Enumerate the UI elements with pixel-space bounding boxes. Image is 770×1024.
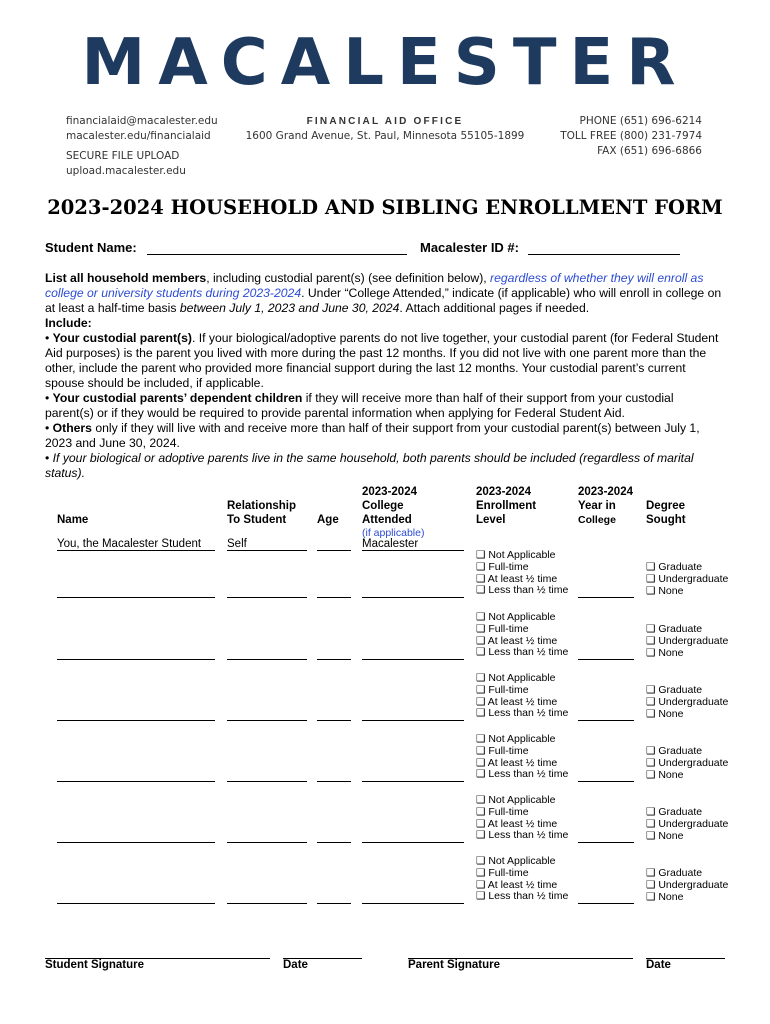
degree-checkbox[interactable]: ❑ Graduate — [646, 561, 703, 573]
date1-label: Date — [283, 959, 308, 971]
enrollment-checkbox[interactable]: ❑ Full-time — [476, 622, 529, 635]
header-college-l2: College — [362, 500, 404, 512]
row-self-college-line — [362, 550, 464, 551]
contact-right — [560, 114, 702, 159]
row-year-field[interactable] — [578, 659, 634, 660]
bullet-custodial: • Your custodial parent(s). If your biological/adoptive parents do not live together, your custodial parent (for Federal Student Aid purposes) is the parent you lived with more during the past 12 months. If you did not live with one parent more than the other, include the parent who provided more financial support during the last 12 months. Your custodial parent’s current spouse should be included, if applicable. — [45, 331, 719, 390]
header-year-l3: College — [578, 514, 616, 526]
enrollment-checkbox[interactable]: ❑ At least ½ time — [476, 572, 558, 585]
degree-checkbox[interactable]: ❑ Undergraduate — [646, 634, 729, 647]
office-block — [230, 114, 540, 144]
enrollment-checkbox[interactable]: ❑ At least ½ time — [476, 756, 558, 769]
enrollment-options — [476, 734, 568, 781]
header-age: Age — [317, 514, 339, 526]
instr-bold: List all household members — [45, 271, 207, 285]
row-age-field[interactable] — [317, 781, 351, 782]
row-relationship-field[interactable] — [227, 720, 307, 721]
instr-text-b: . Under “College Attended,” indicate (if applicable) who will enroll in college on at least a half-time basis — [45, 286, 722, 315]
header-relationship-l1: Relationship — [227, 500, 297, 512]
row-relationship-field[interactable] — [227, 842, 307, 843]
header-college-l3: Attended — [362, 514, 412, 526]
row-year-field[interactable] — [578, 903, 634, 904]
header-enrollment-l3: Level — [476, 514, 506, 526]
header-college-note: (if applicable) — [362, 527, 425, 539]
degree-checkbox[interactable]: ❑ None — [646, 829, 684, 842]
row-relationship-field[interactable] — [227, 659, 307, 660]
bullet-custodial-text: . If your biological/adoptive parents do not live together, your custodial parent (for Federal Student Aid purposes) is the parent you lived with more during the past 12 months. If you did not live with one parent more than the other, include the parent who provided more financial support during the last 12 months. Your custodial parent’s current spouse should be included, if applicable. — [45, 331, 719, 390]
secure-upload-label: SECURE FILE UPLOAD — [66, 150, 180, 162]
row-college-field[interactable] — [362, 903, 464, 904]
form-title: 2023-2024 HOUSEHOLD AND SIBLING ENROLLMENT FORM — [47, 196, 723, 219]
include-label: Include: — [45, 316, 92, 330]
student-name-field[interactable] — [147, 254, 407, 255]
degree-checkbox[interactable]: ❑ Graduate — [646, 623, 703, 635]
degree-checkbox[interactable]: ❑ Undergraduate — [646, 756, 729, 769]
row-self-college: Macalester — [362, 538, 419, 550]
row-relationship-field[interactable] — [227, 597, 307, 598]
row-age-field[interactable] — [317, 659, 351, 660]
row-name-field[interactable] — [57, 720, 215, 721]
degree-options — [646, 807, 728, 842]
date2-label: Date — [646, 959, 671, 971]
enrollment-options — [476, 795, 568, 842]
enrollment-checkbox[interactable]: ❑ At least ½ time — [476, 634, 558, 647]
degree-checkbox[interactable]: ❑ Graduate — [646, 867, 703, 879]
enrollment-checkbox[interactable]: ❑ Not Applicable — [476, 733, 556, 745]
row-self-name-line — [57, 550, 215, 551]
macalester-logo: MACALESTER — [81, 26, 689, 100]
enrollment-checkbox[interactable]: ❑ Less than ½ time — [476, 890, 569, 903]
instr-text-a: , including custodial parent(s) (see definition below), — [206, 271, 491, 285]
website-text: macalester.edu/financialaid — [66, 130, 211, 142]
instr-blue: regardless of whether they will enroll as college or university students during 2023-2024 — [45, 271, 704, 300]
header-name: Name — [57, 514, 89, 526]
header-relationship — [227, 499, 296, 527]
row-self-relationship-line — [227, 550, 307, 551]
enrollment-checkbox[interactable]: ❑ Less than ½ time — [476, 829, 569, 842]
header-enrollment-l2: Enrollment — [476, 500, 537, 512]
upload-url-text: upload.macalester.edu — [66, 165, 186, 177]
bullet-dependent-text: if they will receive more than half of their support from your custodial parent(s) or if they would be required to provide parental information when applying for Federal Student Aid. — [45, 391, 674, 420]
enrollment-options — [476, 612, 568, 659]
header-year-l2: Year in — [578, 500, 616, 512]
degree-checkbox[interactable]: ❑ Undergraduate — [646, 572, 729, 585]
header-college — [362, 485, 417, 527]
degree-checkbox[interactable]: ❑ None — [646, 890, 684, 903]
enrollment-checkbox[interactable]: ❑ Full-time — [476, 866, 529, 879]
row-relationship-field[interactable] — [227, 781, 307, 782]
instructions-paragraph — [45, 271, 725, 316]
header-college-l1: 2023-2024 — [362, 486, 417, 498]
row-self-name: You, the Macalester Student — [57, 538, 202, 550]
degree-checkbox[interactable]: ❑ None — [646, 646, 684, 659]
contact-left — [66, 114, 218, 179]
enrollment-checkbox[interactable]: ❑ At least ½ time — [476, 817, 558, 830]
enrollment-checkbox[interactable]: ❑ Less than ½ time — [476, 707, 569, 720]
macalester-id-label: Macalester ID #: — [420, 240, 519, 255]
row-year-field[interactable] — [578, 720, 634, 721]
enrollment-checkbox[interactable]: ❑ At least ½ time — [476, 878, 558, 891]
row-year-field[interactable] — [578, 597, 634, 598]
enrollment-checkbox[interactable]: ❑ Full-time — [476, 560, 529, 573]
parent-signature-label: Parent Signature — [408, 959, 501, 971]
enrollment-checkbox[interactable]: ❑ Less than ½ time — [476, 646, 569, 659]
degree-checkbox[interactable]: ❑ Undergraduate — [646, 695, 729, 708]
row-year-field[interactable] — [578, 842, 634, 843]
office-address: 1600 Grand Avenue, St. Paul, Minnesota 55105-1899 — [245, 130, 525, 142]
header-enrollment — [476, 485, 536, 527]
instructions — [45, 271, 725, 481]
enrollment-checkbox[interactable]: ❑ Full-time — [476, 744, 529, 757]
bullet-dependent: • Your custodial parents’ dependent children if they will receive more than half of their support from your custodial parent(s) or if they would be required to provide parental information when applying for Federal Student Aid. — [45, 391, 674, 420]
bullet-others: • Others only if they will live with and receive more than half of their support from your custodial parent(s) between July 1, 2023 and June 30, 2024. — [45, 421, 700, 450]
macalester-id-field[interactable] — [528, 254, 680, 255]
row-age-field[interactable] — [317, 903, 351, 904]
instr-text-c: . Attach additional pages if needed. — [399, 301, 590, 315]
tollfree-text: TOLL FREE (800) 231-7974 — [560, 130, 702, 142]
header-relationship-l2: To Student — [227, 514, 287, 526]
enrollment-checkbox[interactable]: ❑ Less than ½ time — [476, 768, 569, 781]
degree-options — [646, 685, 728, 720]
student-name-label: Student Name: — [45, 240, 137, 255]
instr-italic: between July 1, 2023 and June 30, 2024 — [179, 301, 400, 315]
row-age-field[interactable] — [317, 720, 351, 721]
row-college-field[interactable] — [362, 842, 464, 843]
bullet-same-household-text: If your biological or adoptive parents live in the same household, both parents should be included (regardless of marital status). — [45, 451, 694, 480]
row-college-field[interactable] — [362, 720, 464, 721]
row-name-field[interactable] — [57, 842, 215, 843]
enrollment-checkbox[interactable]: ❑ Not Applicable — [476, 855, 556, 867]
degree-options — [646, 868, 728, 903]
degree-checkbox[interactable]: ❑ Graduate — [646, 806, 703, 818]
row-name-field[interactable] — [57, 659, 215, 660]
email-text: financialaid@macalester.edu — [66, 115, 218, 127]
enrollment-checkbox[interactable]: ❑ Not Applicable — [476, 794, 556, 806]
enrollment-checkbox[interactable]: ❑ Not Applicable — [476, 549, 556, 561]
bullet-same-household: • If your biological or adoptive parents live in the same household, both parents should be included (regardless of marital status). — [45, 451, 694, 480]
enrollment-checkbox[interactable]: ❑ Not Applicable — [476, 672, 556, 684]
bullet-others-text: only if they will live with and receive more than half of their support from your custodial parent(s) between July 1, 2023 and June 30, 2024. — [45, 421, 700, 450]
row-college-field[interactable] — [362, 659, 464, 660]
enrollment-checkbox[interactable]: ❑ Full-time — [476, 805, 529, 818]
header-enrollment-l1: 2023-2024 — [476, 486, 531, 498]
row-college-field[interactable] — [362, 597, 464, 598]
enrollment-options — [476, 550, 568, 597]
degree-checkbox[interactable]: ❑ None — [646, 584, 684, 597]
row-relationship-field[interactable] — [227, 903, 307, 904]
enrollment-checkbox[interactable]: ❑ Full-time — [476, 683, 529, 696]
phone-text: PHONE (651) 696-6214 — [579, 115, 702, 127]
row-age-field[interactable] — [317, 597, 351, 598]
row-self-age-field[interactable] — [317, 550, 351, 551]
degree-checkbox[interactable]: ❑ None — [646, 768, 684, 781]
bullet-dependent-bold: Your custodial parents’ dependent children — [52, 391, 303, 405]
degree-options — [646, 624, 728, 659]
degree-checkbox[interactable]: ❑ Undergraduate — [646, 817, 729, 830]
bullet-custodial-bold: Your custodial parent(s) — [52, 331, 192, 345]
header-year — [578, 485, 633, 527]
degree-checkbox[interactable]: ❑ Undergraduate — [646, 878, 729, 891]
degree-options — [646, 562, 728, 597]
enrollment-checkbox[interactable]: ❑ At least ½ time — [476, 695, 558, 708]
degree-checkbox[interactable]: ❑ None — [646, 707, 684, 720]
enrollment-options — [476, 673, 568, 720]
row-self-relationship: Self — [227, 538, 247, 550]
row-name-field[interactable] — [57, 781, 215, 782]
degree-options — [646, 746, 728, 781]
bullet-others-bold: Others — [52, 421, 92, 435]
row-year-field[interactable] — [578, 781, 634, 782]
degree-checkbox[interactable]: ❑ Graduate — [646, 745, 703, 757]
row-name-field[interactable] — [57, 903, 215, 904]
row-age-field[interactable] — [317, 842, 351, 843]
degree-checkbox[interactable]: ❑ Graduate — [646, 684, 703, 696]
enrollment-checkbox[interactable]: ❑ Less than ½ time — [476, 584, 569, 597]
enrollment-checkbox[interactable]: ❑ Not Applicable — [476, 611, 556, 623]
header-degree-l1: Degree — [646, 500, 685, 512]
header-degree-l2: Sought — [646, 514, 686, 526]
enrollment-options — [476, 856, 568, 903]
fax-text: FAX (651) 696-6866 — [597, 145, 702, 157]
header-year-l1: 2023-2024 — [578, 486, 633, 498]
row-college-field[interactable] — [362, 781, 464, 782]
office-title: FINANCIAL AID OFFICE — [306, 116, 464, 127]
student-signature-label: Student Signature — [45, 959, 145, 971]
row-name-field[interactable] — [57, 597, 215, 598]
header-degree — [646, 499, 686, 527]
